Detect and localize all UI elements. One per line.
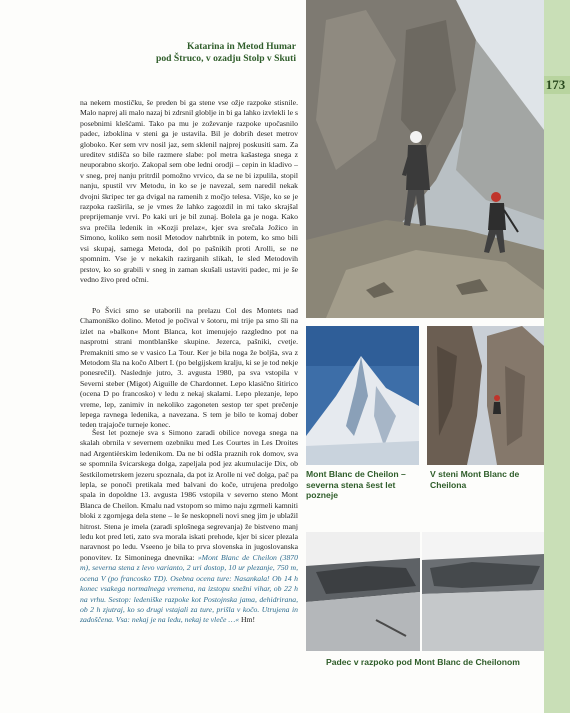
- top-photo-caption: [156, 41, 296, 65]
- caption-crevasse-bold: Mont Blanc de Cheilonom: [414, 657, 520, 667]
- paragraph-1-text: na nekem mostičku, še preden bi ga stene vse ožje razpoke stisnile. Malo naprej ali malo nazaj bi zdrsnil globlje in bi ga lahko izvlekli le s posebnimi klešćami. Tako pa mu je zoževanje razpoke upočasnilo padec, izboklina v steni ga je ustavila. Bil je dobrih deset metrov globoko. Ker sem vrv nosil jaz, sem sklenil najprej poskusiti sam. Za ureditev stdišča so bile razmere slabe: pol metra kašastega snega z neuporabno skorjo. Zakopal sem obe ledni orodji – cepin in kladivo – v sneg, prej nanju pritrdil pomožno vrvico, da se ne bi izpulila, stopil nanju, spustil vrv Metodu, in ko se je navezal, sem naredil nekak dvojni škripec ter ga dvigal na ramenih z močjo telesa. Višje, ko se je razpoka razširila, se je vmes že lahko zagozdil in mi tako skrajšal preprijemanje vrvi. Po kaki uri je bil zunaj. Bolela ga je noga. Kako sva prečila ledenik in »Kozji prelaz«, kjer sva srečala Jožico in Simono, koliko sem nosil Metodov nahrbtnik in potem, ko smo bili vsi skupaj, samega Metoda, dol po pašnikih proti Arolli, se ne spomnim. Vse je v nekakih razirganih slikah, le sled Metodovih prstov, ko so grabili v sneg in zaman skušali ustaviti padec, mi je še vedno živo pred očmi.: [80, 98, 298, 284]
- caption-crevasse-prefix: Padec v razpoko pod: [326, 657, 415, 667]
- crevasse-photo-left: [306, 532, 420, 651]
- paragraph-3-body: Šest let pozneje sva s Simono zaradi obilice novega snega na skalah obrnila v severnem ozebniku med Les Courtes in Les Droites nad Argentièrskim ledenikom. Da ne bi odšla praznih rok domov, sva se spomnila švicarskega dolga, zapeljala pod jez akumulacije Dix, ob šestkilometrskem jezeru spoznala, da pot iz Arolle ni več dolga, pač pa lepla, se ponoči pretikala med balvani do koče, utrujena predolgo spala in dopoldne 13. avgusta 1986 vstopila v severno steno Mont Blanca de Cheilon. Kmalu nad vstopom so mimo naju zgrmeli kamniti bloki z zgornjega dela stene – le še neskopneli novi sneg jim je ublažil hitrost. Stena je imela (zaradi splošnega segrevanja) že bistveno manj ledu kot pred leti, zato sva morala iskati prehode, kjer bi sicer plezala naravnost po ledu. Vseeno je bila to prva slovenska in jugoslovanska ponovitev. Iz Simoninega dnevnika:: [80, 428, 298, 562]
- page-edge-strip: [544, 0, 570, 713]
- top-caption-line-1: Katarina in Metod Humar: [187, 41, 296, 52]
- diary-quote: »Mont Blanc de Cheilon (3870 m), severna stena z levo varianto, 2 uri dostop, 10 ur plezanje, 750 m, ocena V (po francosko TD). Osebna ocena ture: Nasankala! Ob 14 h konec vsakega normalnega vremena, na izstopu snežni vihar, ob 22 h na vrhu. Sestop: ledeniške razpoke kot Postojnska jama, dehidrirana, ob 2 h zjutraj, ko so drugi vstajali za ture, prišla v kočo. Utrujena in zadoščena. Vsa: nekaj je na ledu, nekaj te vleče …«: [80, 552, 298, 625]
- paragraph-1: [80, 98, 298, 291]
- crevasse-photo-right: [422, 532, 544, 651]
- climbers-photo: [306, 0, 544, 318]
- paragraph-3: [80, 428, 298, 632]
- paragraph-2: [80, 306, 298, 437]
- quote-tail: Hm!: [239, 615, 256, 625]
- caption-in-the-wall: V steni Mont Blanc de Cheilona: [430, 469, 520, 490]
- top-caption-line-2: pod Štruco, v ozadju Stolp v Skuti: [156, 53, 296, 64]
- paragraph-3-text: [80, 428, 298, 626]
- in-the-wall-photo: [427, 326, 544, 465]
- paragraph-2-text: Po Švici smo se utaborili na prelazu Col des Montets nad Chamoniško dolino. Metod je počival v šotoru, mi trije pa smo šli na izlet na »balkon« Mont Blanca, kot imenujejo razgledno pot na nasprotni strani montblanške skupine. Jezerca, pašniki, cvetje. Premakniti smo se v vasico La Tour. Ker je bila noga že boljša, sva z Metodom šla na kočo Albert I. (po belgijskem kralju, ki se je tod nekje ponesrečil). Naslednje jutro, 3. avgusta 1980, pa sva vstopila v Severni steber (Migot) Aiguille de Chardonnet. Lepo klasično šitirico (ocena D po francosko) v ledu z nekaj skalami. Lepo plezanje, lepo vreme, lep, zanimiv in nekoliko zagoneten sestop ter spet prečenje lepega ravnega ledenika, a navezana. S tem je bilo te komaj dober teden trajajoče turneje konec.: [80, 306, 298, 430]
- page-number: 173: [541, 76, 570, 94]
- caption-mont-blanc-north-face: Mont Blanc de Cheilon – severna stena šest let pozneje: [306, 469, 406, 500]
- caption-crevasse: [326, 657, 546, 668]
- mont-blanc-north-face-photo: [306, 326, 419, 465]
